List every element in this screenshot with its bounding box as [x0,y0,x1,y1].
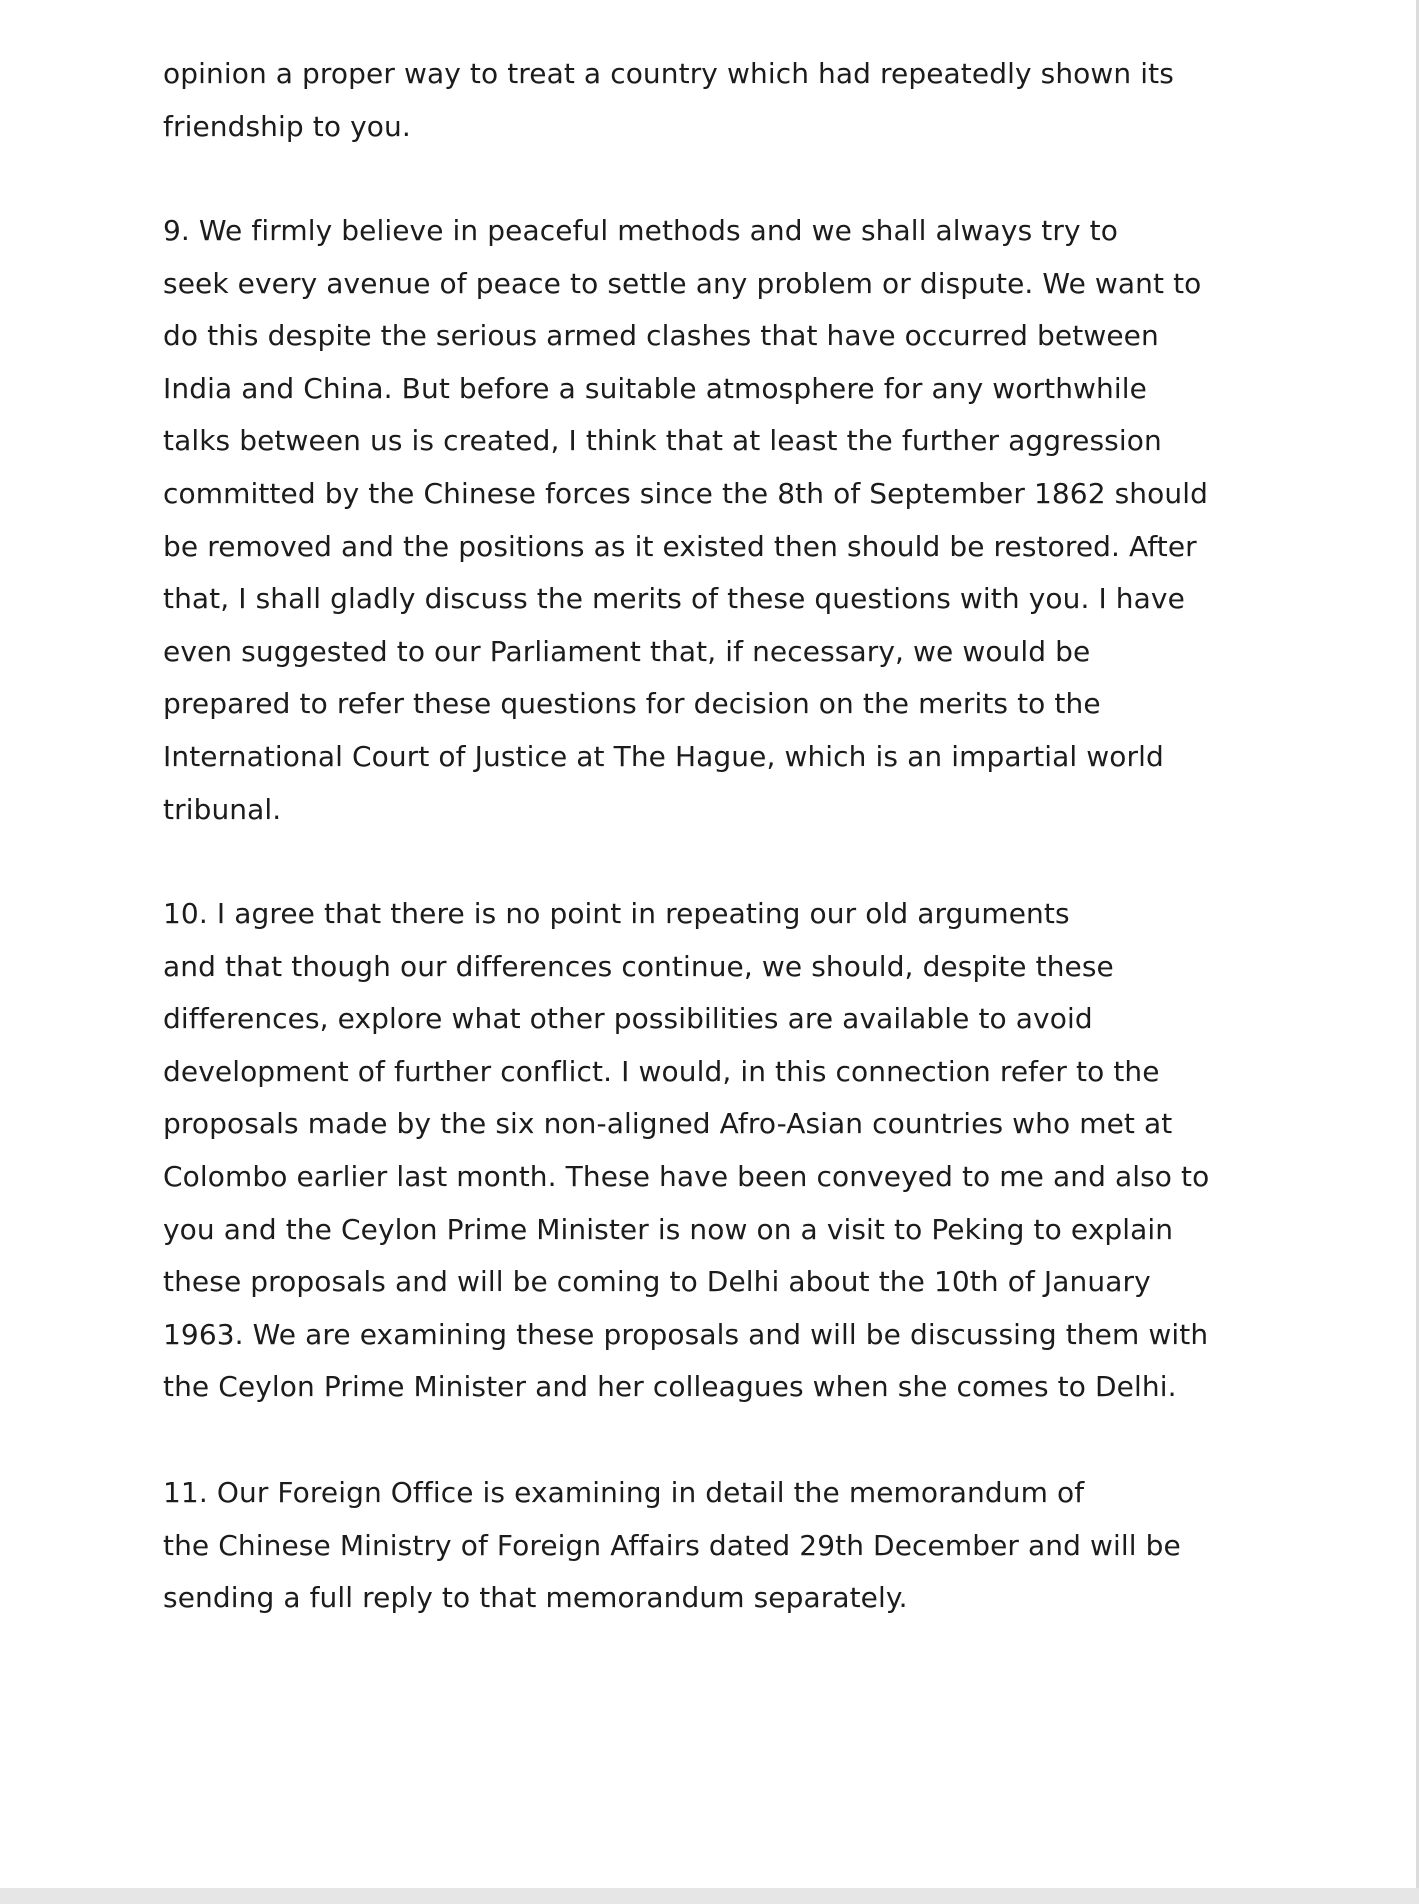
page-bottom-edge [0,1888,1419,1904]
paragraph-10: 10. I agree that there is no point in repeating our old arguments and that though our differences continue, we should, despite these differences, explore what other possibilities are available to avoid development of further conflict. I would, in this connection refer to the proposals made by the six non-aligned Afro-Asian countries who met at Colombo earlier last month. These have been conveyed to me and also to you and the Ceylon Prime Minister is now on a visit to Peking to explain these proposals and will be coming to Delhi about the 10th of January 1963. We are examining these proposals and will be discussing them with the Ceylon Prime Minister and her colleagues when she comes to Delhi. [163,897,1210,1404]
paragraph-continued: opinion a proper way to treat a country which had repeatedly shown its friendship to you. [163,57,1174,143]
paragraph-9: 9. We firmly believe in peaceful methods and we shall always try to seek every avenue of peace to settle any problem or dispute. We want to do this despite the serious armed clashes that have occurred between India and China. But before a suitable atmosphere for any worthwhile talks between us is created, I think that at least the further aggression committed by the Chinese forces since the 8th of September 1862 should be removed and the positions as it existed then should be restored. After that, I shall gladly discuss the merits of these questions with you. I have even suggested to our Parliament that, if necessary, we would be prepared to refer these questions for decision on the merits to the International Court of Justice at The Hague, which is an impartial world tribunal. [163,214,1208,826]
paragraph-11: 11. Our Foreign Office is examining in detail the memorandum of the Chinese Ministry of Foreign Affairs dated 29th December and will be sending a full reply to that memorandum separately. [163,1476,1181,1615]
